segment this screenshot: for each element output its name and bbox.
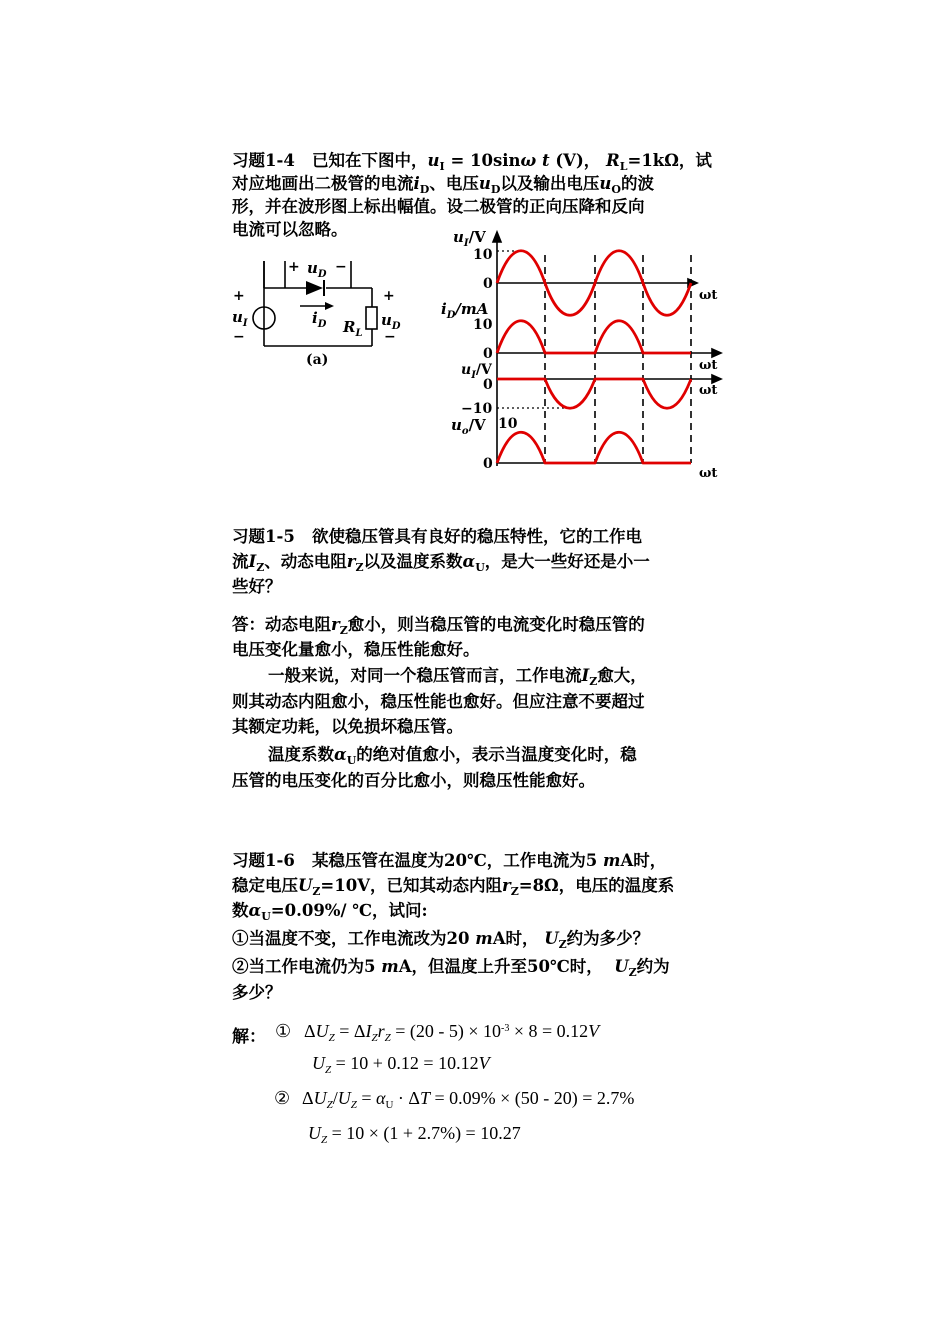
solution-eq-3: $\Delta U_Z/U_Z = \alpha_U \cdot \Delta T = 0.09\% \times (50 - 20) = 2.7\%$ bbox=[302, 1088, 635, 1111]
ud-neg-peak-label: −10 bbox=[461, 401, 493, 417]
ud-half-wave bbox=[497, 379, 691, 408]
wt-label-4: ωt bbox=[699, 466, 718, 481]
id-axis-label: $i_D/mA$ bbox=[441, 300, 489, 321]
problem-number: 习题1-6 bbox=[232, 851, 295, 870]
answer-1-5-para-1-line-2: 电压变化量愈小，稳压性能愈好。 bbox=[232, 640, 480, 659]
answer-1-5-para-1-line-1: 答：动态电阻$r_Z$愈小，则当稳压管的电流变化时稳压管的 bbox=[232, 615, 645, 637]
uo-peak-label: 10 bbox=[498, 416, 518, 432]
ud-label: $u_D$ bbox=[307, 259, 327, 280]
wt-label-1: ωt bbox=[699, 288, 718, 303]
problem-1-4-line-4: 电流可以忽略。 bbox=[232, 220, 348, 239]
answer-1-5-para-2-line-3: 其额定功耗，以免损坏稳压管。 bbox=[232, 717, 463, 736]
ui-axis-label: $u_I/V$ bbox=[453, 228, 486, 249]
problem-1-6-question-2-cont: 多少？ bbox=[232, 983, 282, 1002]
wt-label-2: ωt bbox=[699, 358, 718, 373]
problem-1-5-line-2: 流$I_Z$、动态电阻$r_Z$以及温度系数$\alpha_U$，是大一些好还是小一 bbox=[232, 552, 650, 574]
problem-1-6-question-2: ②当工作电流仍为5 mA，但温度上升至50℃时， $U_Z$约为 bbox=[232, 957, 670, 979]
uo-axis-label: $u_o/V$ bbox=[451, 416, 486, 437]
id-zero-label: 0 bbox=[483, 346, 493, 362]
ud-right-label: $u_D$ bbox=[381, 311, 401, 332]
uo-half-wave bbox=[497, 432, 691, 463]
rl-label: $R_L$ bbox=[343, 318, 363, 339]
ui-zero-label: 0 bbox=[483, 276, 493, 292]
solution-circle-2: ② bbox=[274, 1088, 291, 1108]
solution-eq-2: $U_Z = 10 + 0.12 = 10.12V$ bbox=[312, 1053, 490, 1076]
ui-plus: + bbox=[233, 288, 245, 304]
answer-1-5-para-2-line-2: 则其动态内阻愈小，稳压性能也愈好。但应注意不要超过 bbox=[232, 692, 645, 711]
circuit-caption: (a) bbox=[306, 352, 329, 368]
uo-zero-label: 0 bbox=[483, 456, 493, 472]
waveform-diagram bbox=[430, 225, 730, 485]
problem-1-6-line-1: 习题1-6 某稳压管在温度为20℃，工作电流为5 mA时， bbox=[232, 851, 667, 870]
ud-minus: − bbox=[335, 259, 347, 275]
ui-peak-label: 10 bbox=[473, 247, 493, 263]
id-peak-label: 10 bbox=[473, 317, 493, 333]
ud-plus: + bbox=[288, 259, 300, 275]
solution-eq-1: $\Delta U_Z = \Delta I_Zr_Z = (20 - 5) \times 10^{-3} \times 8 = 0.12V$ bbox=[304, 1021, 600, 1044]
answer-1-5-para-3-line-1: 温度系数$\alpha_U$的绝对值愈小，表示当温度变化时，稳 bbox=[268, 745, 637, 767]
answer-1-5-para-2-line-1: 一般来说，对同一个稳压管而言，工作电流$I_Z$愈大， bbox=[268, 666, 647, 688]
solution-circle-1: ① bbox=[275, 1021, 292, 1041]
ui-minus: − bbox=[233, 329, 245, 345]
uo-plus: + bbox=[383, 288, 395, 304]
problem-1-6-question-1: ①当温度不变，工作电流改为20 mA时， $U_Z$约为多少？ bbox=[232, 929, 650, 951]
problem-1-5-line-3: 些好？ bbox=[232, 577, 282, 596]
problem-1-4-line-3: 形，并在波形图上标出幅值。设二极管的正向压降和反向 bbox=[232, 197, 645, 216]
problem-1-4-line-2: 对应地画出二极管的电流$i_D$、电压$u_D$以及输出电压$u_O$的波 bbox=[232, 174, 654, 196]
solution-eq-4: $U_Z = 10 \times (1 + 2.7\%) = 10.27$ bbox=[308, 1123, 521, 1146]
id-half-wave bbox=[497, 321, 691, 353]
wt-label-3: ωt bbox=[699, 383, 718, 398]
problem-number: 习题1-5 bbox=[232, 527, 295, 546]
ud-axis-label: $u_I/V$ bbox=[461, 362, 492, 381]
problem-number: 习题1-4 bbox=[232, 151, 295, 170]
problem-1-4-line-1: 习题1-4 已知在下图中，$u_I = 10\sin\omega$ t (V)， $R_L=1k\Omega$，试 bbox=[232, 151, 712, 173]
problem-1-5-line-1: 习题1-5 欲使稳压管具有良好的稳压特性，它的工作电 bbox=[232, 527, 643, 546]
problem-1-6-line-2: 稳定电压$U_Z=10V$，已知其动态内阻$r_Z=8\Omega$，电压的温度系 bbox=[232, 876, 675, 898]
answer-1-5-para-3-line-2: 压管的电压变化的百分比愈小，则稳压性能愈好。 bbox=[232, 771, 595, 790]
problem-1-6-line-3: 数$\alpha_U=0.09\%/$ ℃，试问: bbox=[232, 901, 428, 923]
ui-label: $u_I$ bbox=[232, 308, 248, 329]
uo-minus: − bbox=[384, 329, 396, 345]
circuit-diagram bbox=[225, 250, 425, 380]
diode-symbol bbox=[306, 280, 324, 296]
solution-label: 解： bbox=[232, 1027, 266, 1047]
id-label: $i_D$ bbox=[312, 309, 327, 330]
ud-zero-label: 0 bbox=[483, 377, 493, 393]
